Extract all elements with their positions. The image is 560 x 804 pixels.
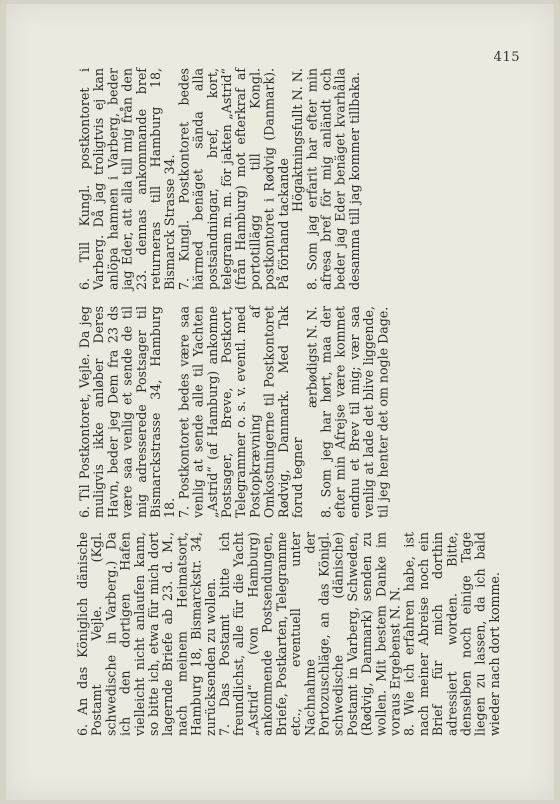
german-column (75, 532, 502, 736)
swedish-paragraph-7: 7. Kungl. Postkontoret bedes härmed benäget sända alla postsändningar, bref, kort, telegram m. m. för jakten „Astrid“ (från Hamburg) mot efterkraf af portotillägg till Kongl. postkontoret i Rødvig (Danmark). På förhand tackande (176, 68, 291, 290)
swedish-column (77, 68, 362, 290)
danish-signature: ærbødigst N. N. (304, 306, 320, 408)
german-paragraph-6: 6. An das Königlich dänische Postamt Vejle. (Kgl. schwedische in Varberg.) Da ich den dortigen Hafen vielleicht nicht anlaufen kann, so bitte ich, etwa für mich dort lagernde Briefe ab 23. d. M., nach meinem Heimatsort, Hamburg 18, Bismarckstr. 34, zurücksenden zu wollen. (75, 532, 218, 736)
swedish-signature: Högaktningsfullt N. N. (290, 68, 306, 212)
german-paragraph-8: 8. Wie ich erfahren habe, ist nach meiner Abreise noch ein Brief für mich dorthin adressiert worden. Bitte, denselben noch einige Tage liegen zu lassen, da ich bald wieder nach dort komme. (401, 532, 502, 736)
swedish-paragraph-6: 6. Till Kungl. postkontoret i Varberg. Då jag troligtvis ej kan anlöpa hamnen i Varberg, beder jag Eder, att alla till mig från den 23. dennas ankommande bref returneras till Hamburg 18, Bismarck Strasse 34. (77, 68, 178, 290)
danish-paragraph-7: 7. Postkontoret bedes være saa venlig at sende alle til Yachten „Astrid“ (af Hamburg) ankomne Postsager, Breve, Postkort, Telegrammer o. s. v. eventl. med Postopkrævning af Omkostningerne til Postkontoret Rødvig, Danmark. Med Tak forud tegner (176, 306, 306, 518)
danish-column (77, 306, 391, 518)
page-number: 415 (493, 50, 520, 65)
danish-paragraph-8: 8. Som jeg har hørt, maa der efter min Afrejse være kommet endnu et Brev til mig; vær saa venlig at lade det blive liggende, til jeg henter det om nogle Dage. (318, 306, 391, 518)
danish-paragraph-6: 6. Til Postkontoret, Vejle. Da jeg muligvis ikke anløber Deres Havn, beder jeg Dem fra 23 ds være saa venlig et sende de til mig adresserede Postsager til Bismarckstrasse 34, Hamburg 18. (77, 306, 178, 518)
german-paragraph-7: 7. Das Postamt bitte ich freundlichst, alle für die Yacht „Astrid“ (von Hamburg) ankommende Postsendungen, Briefe, Postkarten, Telegramme etc., eventuell unter Nachnahme der Portozuschläge, an das Königl. schwedische (dänische) Postamt in Varberg, Schweden, (Rødvig, Danmark) senden zu wollen. Mit bestem Danke im voraus Ergebenst N. N. (217, 532, 403, 736)
swedish-paragraph-8: 8. Som jag erfarit har efter min afresa bref för mig anländt och beder jag Eder benäget kvarhålla desamma till jag kommer tillbaka. (304, 68, 362, 290)
book-page (6, 4, 554, 800)
